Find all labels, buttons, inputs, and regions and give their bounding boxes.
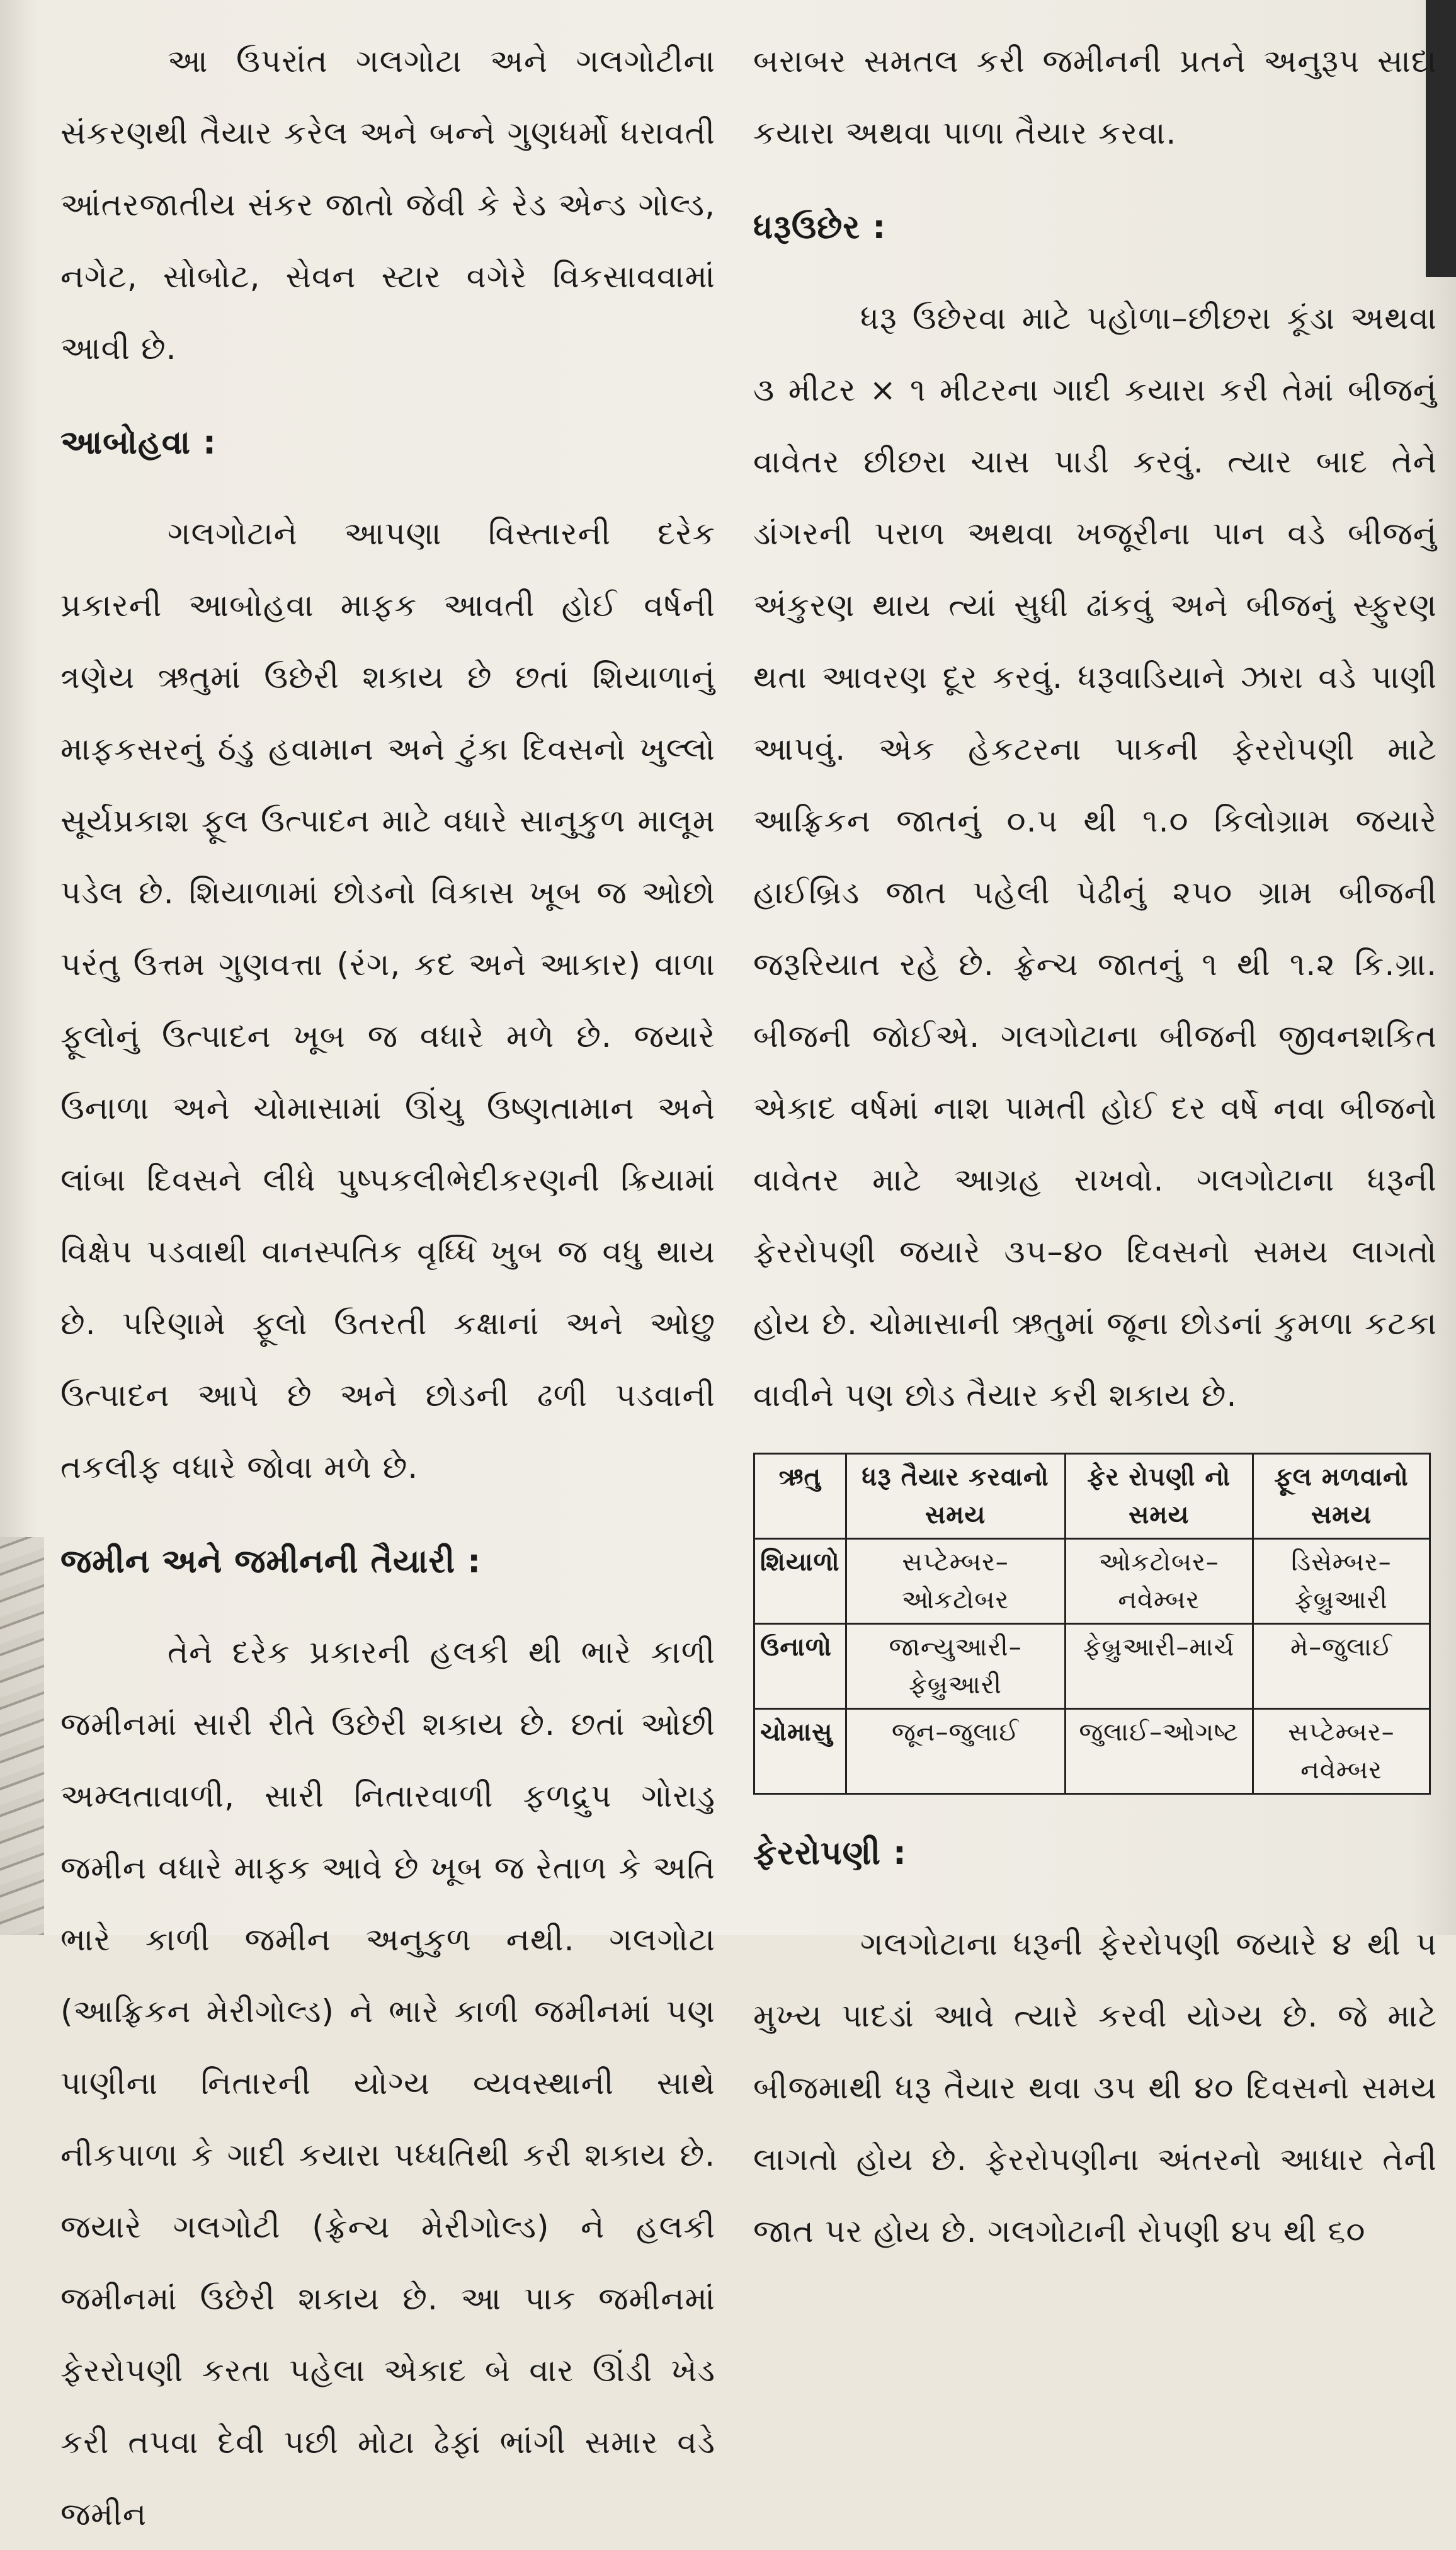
intro-paragraph: આ ઉપરાંત ગલગોટા અને ગલગોટીના સંકરણથી તૈયાર કરેલ અને બન્ને ગુણધર્મો ધરાવતી આંતરજાતીય સંકર જાતો જેવી કે રેડ એન્ડ ગોલ્ડ, નગેટ, સોબોટ, સેવન સ્ટાર વગેરે વિકસાવવામાં આવી છે. [60,43,715,367]
climate-paragraph: ગલગોટાને આપણા વિસ્તારની દરેક પ્રકારની આબોહવા માફક આવતી હોઈ વર્ષની ત્રણેય ઋતુમાં ઉછેરી શકાય છે છતાં શિયાળાનું માફકસરનું ઠંડુ હવામાન અને ટુંકા દિવસનો ખુલ્લો સૂર્યપ્રકાશ ફૂલ ઉત્પાદન માટે વધારે સાનુકુળ માલૂમ પડેલ છે. શિયાળામાં છોડનો વિકાસ ખૂબ જ ઓછો પરંતુ ઉત્તમ ગુણવત્તા (રંગ, કદ અને આકાર) વાળા ફૂલોનું ઉત્પાદન ખૂબ જ વધારે મળે છે. જયારે ઉનાળા અને ચોમાસામાં ઊંચુ ઉષ્ણતામાન અને લાંબા દિવસને લીધે પુષ્પકલીભેદીકરણની ક્રિયામાં વિક્ષેપ પડવાથી વાનસ્પતિક વૃધ્ધિ ખુબ જ વધુ થાય છે. પરિણામે ફૂલો ઉતરતી કક્ષાનાં અને ઓછુ ઉત્પાદન આપે છે અને છોડની ઢળી પડવાની તકલીફ વધારે જોવા મળે છે. [60,515,715,1485]
soil-heading: જમીન અને જમીનની તૈયારી : [60,1543,482,1581]
table-header-cell: ફૂલ મળવાનો સમય [1253,1454,1430,1539]
season-table [753,1453,1431,1795]
table-header-cell: ઋતુ [754,1454,846,1539]
left-margin-decoration [0,1537,44,1935]
table-cell: જાન્યુઆરી–ફેબ્રુઆરી [846,1624,1065,1709]
table-cell: ચોમાસુ [754,1709,846,1794]
nursery-heading: ધરૂઉછેર : [753,209,887,246]
left-column [60,25,715,2550]
table-cell: ડિસેમ્બર–ફેબ્રુઆરી [1253,1539,1430,1624]
table-header-row [754,1454,1430,1539]
table-row [754,1624,1430,1709]
table-cell: ફેબ્રુઆરી–માર્ચ [1065,1624,1253,1709]
transplant-heading: ફેરરોપણી : [753,1834,907,1872]
climate-heading: આબોહવા : [60,424,217,462]
table-row [754,1539,1430,1624]
table-cell: જુલાઈ–ઓગષ્ટ [1065,1709,1253,1794]
soil-paragraph: તેને દરેક પ્રકારની હલકી થી ભારે કાળી જમીનમાં સારી રીતે ઉછેરી શકાય છે. છતાં ઓછી અમ્લતાવાળી, સારી નિતારવાળી ફળદ્રુપ ગોરાડુ જમીન વધારે માફક આવે છે ખૂબ જ રેતાળ કે અતિ ભારે કાળી જમીન અનુકુળ નથી. ગલગોટા (આફ્રિકન મેરીગોલ્ડ) ને ભારે કાળી જમીનમાં પણ પાણીના નિતારની યોગ્ય વ્યવસ્થાની સાથે નીકપાળા કે ગાદી કયારા પધ્ધતિથી કરી શકાય છે. જયારે ગલગોટી (ફ્રેન્ચ મેરીગોલ્ડ) ને હલકી જમીનમાં ઉછેરી શકાય છે. આ પાક જમીનમાં ફેરરોપણી કરતા પહેલા એકાદ બે વાર ઊંડી ખેડ કરી તપવા દેવી પછી મોટા ઢેફાં ભાંગી સમાર વડે જમીન [60,1634,715,2532]
table-cell: જૂન–જુલાઈ [846,1709,1065,1794]
table-cell: સપ્ટેમ્બર–નવેમ્બર [1253,1709,1430,1794]
table-cell: સપ્ટેમ્બર–ઓકટોબર [846,1539,1065,1624]
table-cell: મે–જુલાઈ [1253,1624,1430,1709]
table-header-cell: ફેર રોપણી નો સમય [1065,1454,1253,1539]
nursery-paragraph: ધરૂ ઉછેરવા માટે પહોળા–છીછરા કૂંડા અથવા ૩ મીટર × ૧ મીટરના ગાદી કયારા કરી તેમાં બીજનું વાવેતર છીછરા ચાસ પાડી કરવું. ત્યાર બાદ તેને ડાંગરની પરાળ અથવા ખજૂરીના પાન વડે બીજનું અંકુરણ થાય ત્યાં સુધી ઢાંકવું અને બીજનું સ્ફુરણ થતા આવરણ દૂર કરવું. ધરૂવાડિયાને ઝારા વડે પાણી આપવું. એક હેકટરના પાકની ફેરરોપણી માટે આફ્રિકન જાતનું ૦.૫ થી ૧.૦ કિલોગ્રામ જયારે હાઈબ્રિડ જાત પહેલી પેઢીનું ૨૫૦ ગ્રામ બીજની જરૂરિયાત રહે છે. ફ્રેન્ચ જાતનું ૧ થી ૧.૨ કિ.ગ્રા. બીજની જોઈએ. ગલગોટાના બીજની જીવનશકિત એકાદ વર્ષમાં નાશ પામતી હોઈ દર વર્ષે નવા બીજનો વાવેતર માટે આગ્રહ રાખવો. ગલગોટાના ધરૂની ફેરરોપણી જયારે ૩૫–૪૦ દિવસનો સમય લાગતો હોય છે. ચોમાસાની ઋતુમાં જૂના છોડનાં કુમળા કટકા વાવીને પણ છોડ તૈયાર કરી શકાય છે. [753,300,1437,1414]
table-header-cell: ધરૂ તૈયાર કરવાનો સમય [846,1454,1065,1539]
table-cell: ઓકટોબર–નવેમ્બર [1065,1539,1253,1624]
transplant-paragraph: ગલગોટાના ધરૂની ફેરરોપણી જયારે ૪ થી ૫ મુખ્ય પાદડાં આવે ત્યારે કરવી યોગ્ય છે. જે માટે બીજમાથી ધરૂ તૈયાર થવા ૩૫ થી ૪૦ દિવસનો સમય લાગતો હોય છે. ફેરરોપણીના અંતરનો આધાર તેની જાત પર હોય છે. ગલગોટાની રોપણી ૪૫ થી ૬૦ [753,1926,1437,2250]
table-row [754,1709,1430,1794]
soil-continued-paragraph: બરાબર સમતલ કરી જમીનની પ્રતને અનુરૂપ સાદા કયારા અથવા પાળા તૈયાર કરવા. [753,43,1437,151]
table-cell: ઉનાળો [754,1624,846,1709]
table-cell: શિયાળો [754,1539,846,1624]
right-column [753,25,1437,2267]
